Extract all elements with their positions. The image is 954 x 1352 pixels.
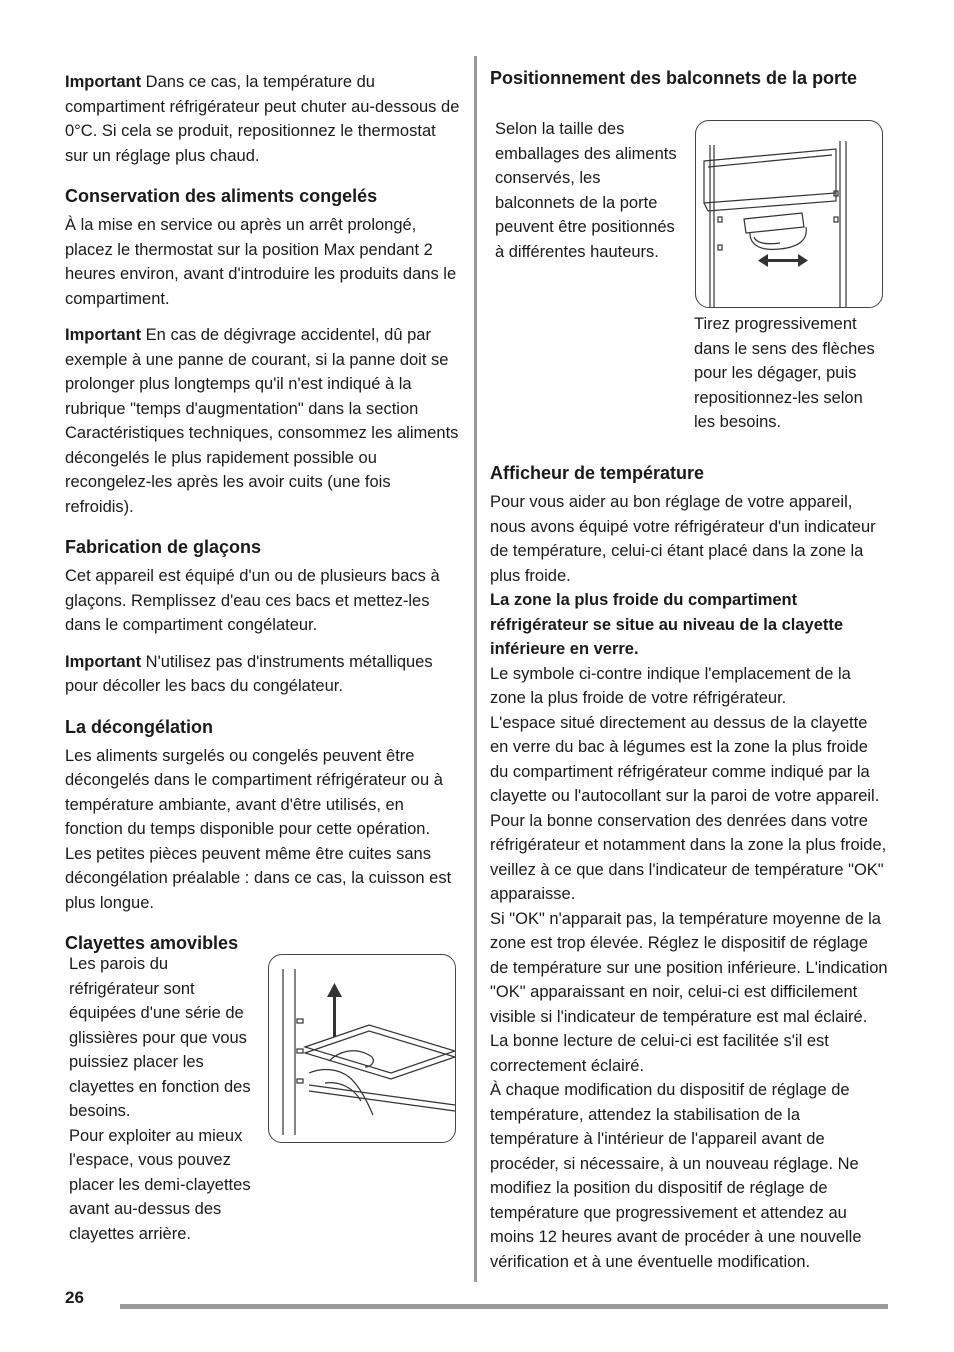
balcony-drawing: [696, 121, 882, 307]
paragraph-temp-1: Pour vous aider au bon réglage de votre appareil, nous avons équipé votre réfrigérateur d'un indicateur de température, celui-ci étant placé dans la zone la plus froide.: [490, 493, 876, 585]
shelf-drawing: [269, 955, 455, 1142]
page-number: 26: [65, 1288, 84, 1307]
door-balcony-illustration: [695, 120, 883, 308]
important-note-text: En cas de dégivrage accidentel, dû par exemple à une panne de courant, si la panne doit se prolonger plus longtemps qu'il n'est indiqué à la rubrique "temps d'augmentation" dans la section Caractéristiques techniques, consommez les aliments décongelés le plus rapidement possible ou recongelez-les après les avoir cuits (une fois refroidis).: [65, 326, 459, 516]
important-note-thermostat: [65, 70, 460, 168]
heading-door-balconies: Positionnement des balconnets de la porte: [490, 68, 858, 88]
column-divider: [474, 56, 477, 1282]
important-label: Important: [65, 326, 142, 344]
footer-rule: [120, 1304, 888, 1309]
balconies-text-block: [495, 117, 680, 264]
paragraph-temp-6: À chaque modification du dispositif de réglage de température, attendez la stabilisation de la température à l'intérieur de l'appareil avant de procéder, si nécessaire, à un nouveau réglage. Ne modifiez la position du dispositif de réglage de température que progressivement et attendez au moins 12 heures avant de procéder à une nouvelle vérification et à une éventuelle modification.: [490, 1081, 862, 1271]
paragraph-temp-5: Si "OK" n'apparait pas, la température moyenne de la zone est trop élevée. Réglez le dispositif de réglage de température sur une position inférieure. L'indication "OK" apparaissant en noir, celui-ci est difficilement visible si l'indicateur de température est mal éclairé. La bonne lecture de celui-ci est facilitée s'il est correctement éclairé.: [490, 909, 888, 1075]
heading-temperature-display: Afficheur de température: [490, 463, 705, 483]
paragraph-temp-4: Pour la bonne conservation des denrées dans votre réfrigérateur et notamment dans la zone la plus froide, veillez à ce que dans l'indicateur de température "OK" apparaisse.: [490, 811, 887, 903]
left-column: [65, 62, 460, 955]
important-note-defrost: [65, 323, 460, 519]
pull-instructions: [694, 312, 884, 435]
important-note-text: N'utilisez pas d'instruments métalliques pour décoller les bacs du congélateur.: [65, 652, 433, 695]
heading-thawing: La décongélation: [65, 716, 214, 737]
paragraph-thawing-1: Les aliments surgelés ou congelés peuvent être décongelés dans le compartiment réfrigérateur ou à température ambiante, avant d'être utilisés, en fonction du temps disponible pour cette opération.: [65, 746, 443, 838]
paragraph-thawing-2: Les petites pièces peuvent même être cuites sans décongélation préalable : dans ce cas, la cuisson est plus longue.: [65, 844, 452, 912]
paragraph-temp-2: Le symbole ci-contre indique l'emplacement de la zone la plus froide de votre réfrigérateur.: [490, 664, 851, 707]
important-note-text: Dans ce cas, la température du compartiment réfrigérateur peut chuter au-dessous de 0°C. Si cela se produit, repositionnez le thermostat sur un réglage plus chaud.: [65, 73, 460, 165]
important-label: Important: [65, 73, 142, 91]
heading-ice-cubes: Fabrication de glaçons: [65, 537, 262, 557]
right-column: [490, 66, 888, 90]
paragraph-ice-cubes: Cet appareil est équipé d'un ou de plusieurs bacs à glaçons. Remplissez d'eau ces bacs et mettez-les dans le compartiment congélateur.: [65, 567, 440, 634]
important-note-metal: [65, 650, 460, 699]
paragraph-shelves-2: Pour exploiter au mieux l'espace, vous pouvez placer les demi-clayettes avant au-dessus des clayettes arrière.: [69, 1126, 251, 1243]
important-label: Important: [65, 652, 142, 671]
shelves-illustration: [268, 954, 456, 1143]
heading-removable-shelves: Clayettes amovibles: [65, 933, 239, 953]
paragraph-balconies: Selon la taille des emballages des aliments conservés, les balconnets de la porte peuvent être positionnés à différentes hauteurs.: [495, 120, 677, 261]
paragraph-shelves-1: Les parois du réfrigérateur sont équipées d'une série de glissières pour que vous puissiez placer les clayettes en fonction des besoins.: [69, 955, 251, 1120]
paragraph-temp-bold: La zone la plus froide du compartiment réfrigérateur se situe au niveau de la clayette inférieure en verre.: [490, 591, 844, 658]
temperature-section: [490, 461, 888, 1274]
heading-frozen-food: Conservation des aliments congelés: [65, 186, 378, 206]
paragraph-temp-3: L'espace situé directement au dessus de la clayette en verre du bac à légumes est la zone la plus froide du compartiment réfrigérateur comme indiqué par la clayette ou l'autocollant sur la paroi de votre appareil.: [490, 713, 880, 805]
paragraph-pull: Tirez progressivement dans le sens des flèches pour les dégager, puis repositionnez-les selon les besoins.: [694, 315, 875, 431]
shelves-text-block: [69, 952, 254, 1246]
paragraph-frozen-food: À la mise en service ou après un arrêt prolongé, placez le thermostat sur la position Max pendant 2 heures environ, avant d'introduire les produits dans le compartiment.: [65, 216, 457, 308]
